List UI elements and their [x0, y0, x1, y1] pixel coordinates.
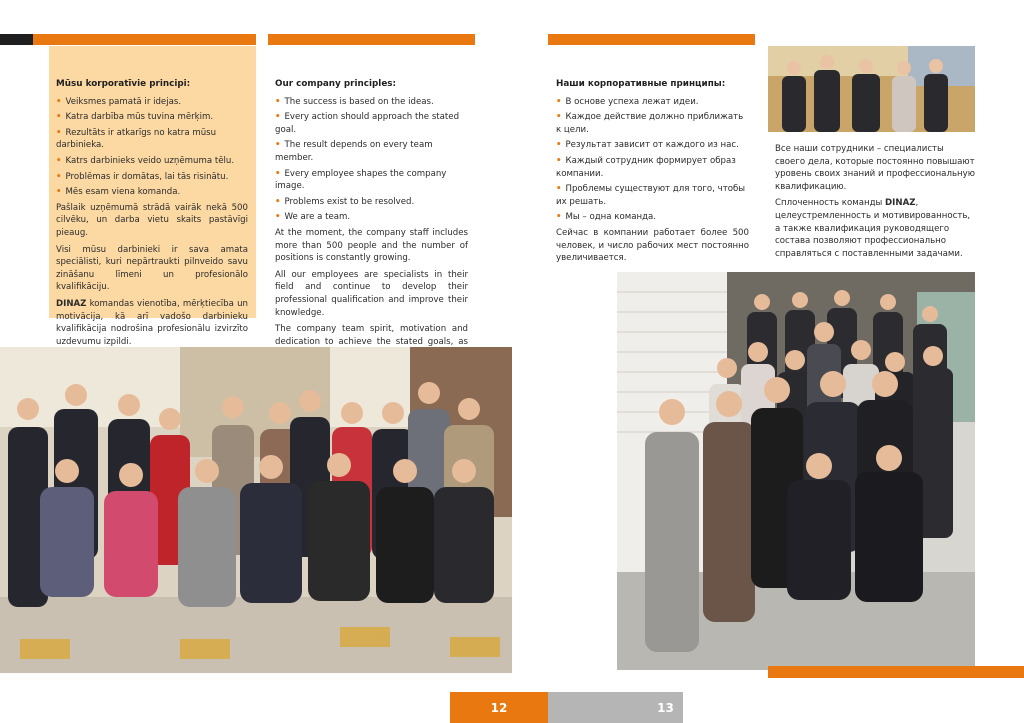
list-item: • Every action should approach the stated goal.	[275, 112, 460, 135]
english-paragraph-2: All our employees are specialists in their field and continue to develop their professional qualification and improve their knowledge.	[275, 269, 468, 318]
list-item: • Problēmas ir domātas, lai tās risinātu.	[56, 171, 229, 182]
list-item: • Katra darbība mūs tuvina mērķim.	[56, 112, 214, 123]
english-column	[275, 78, 468, 377]
list-item: • Katrs darbinieks veido uzņēmuma tēlu.	[56, 155, 235, 166]
latvian-principles	[56, 96, 248, 199]
english-heading: Our company principles:	[275, 79, 397, 89]
latvian-heading: Mūsu korporatīvie principi:	[56, 79, 191, 89]
header-bar-latvian	[33, 34, 256, 45]
list-item: • The success is based on the ideas.	[275, 96, 434, 107]
russian-heading: Наши корпоративные принципы:	[556, 79, 726, 89]
list-item: • Mēs esam viena komanda.	[56, 187, 181, 198]
team-photo-office	[0, 347, 512, 673]
team-photo-outdoor	[617, 272, 975, 670]
list-item: • В основе успеха лежат идеи.	[556, 96, 699, 107]
list-item: • Мы – одна команда.	[556, 212, 657, 223]
footer-bar-orange	[768, 666, 1024, 678]
english-paragraph-1: At the moment, the company staff includes more than 500 people and the number of positions is constantly growing.	[275, 227, 468, 264]
latvian-paragraph-3: DINAZ komandas vienotība, mērķtiecība un motivācija, kā arī vadošo darbinieku kvalifikācija nodrošina profesionālu izvirzīto uzdevumu izpildi.	[56, 298, 248, 347]
header-bar-russian	[548, 34, 755, 45]
russian-paragraph-1: Сейчас в компании работает более 500 человек, и число рабочих мест постоянно увеличивается.	[556, 227, 749, 264]
list-item: • Результат зависит от каждого из нас.	[556, 140, 739, 151]
list-item: • Veiksmes pamatā ir idejas.	[56, 96, 182, 107]
list-item: • We are a team.	[275, 212, 351, 223]
english-paragraph-3: The company team spirit, motivation and dedication to achieve the stated goals, as	[275, 324, 468, 347]
list-item: • Problems exist to be resolved.	[275, 196, 415, 207]
russian-principles	[556, 96, 749, 224]
header-bar-dark	[0, 34, 33, 45]
management-photo	[768, 46, 975, 132]
russian-column	[556, 78, 749, 269]
page-number-left: 12	[450, 692, 548, 723]
latvian-paragraph-1: Pašlaik uzņēmumā strādā vairāk nekā 500 cilvēku, un darba vietu skaits pastāvīgi pieaug.	[56, 202, 248, 238]
list-item: • Каждое действие должно приближать к цели.	[556, 112, 744, 135]
list-item: • Every employee shapes the company image.	[275, 168, 447, 192]
english-principles	[275, 96, 468, 224]
latvian-paragraph-2: Visi mūsu darbinieki ir sava amata speciālisti, kuri nepārtraukti pilnveido savu zināšanu līmeni un profesionālo kvalifikāciju.	[56, 244, 248, 293]
russian-paragraph-3: Сплоченность команды DINAZ, целеустремленность и мотивированность, а также квалификация руководящего состава позволяют профессионально справляться с поставленными задачами.	[775, 198, 971, 259]
russian-paragraph-2: Все наши сотрудники – специалисты своего дела, которые постоянно повышают уровень своих знаний и профессиональную квалификацию.	[775, 144, 975, 192]
list-item: • Rezultāts ir atkarīgs no katra mūsu darbinieka.	[56, 127, 217, 151]
list-item: • Каждый сотрудник формирует образ компании.	[556, 155, 736, 179]
header-bar-english	[268, 34, 475, 45]
russian-column-2	[775, 143, 975, 264]
list-item: • The result depends on every team member.	[275, 140, 433, 163]
list-item: • Проблемы существуют для того, чтобы их решать.	[556, 184, 746, 207]
page-number-right: 13	[548, 692, 683, 723]
latvian-column	[56, 78, 248, 352]
